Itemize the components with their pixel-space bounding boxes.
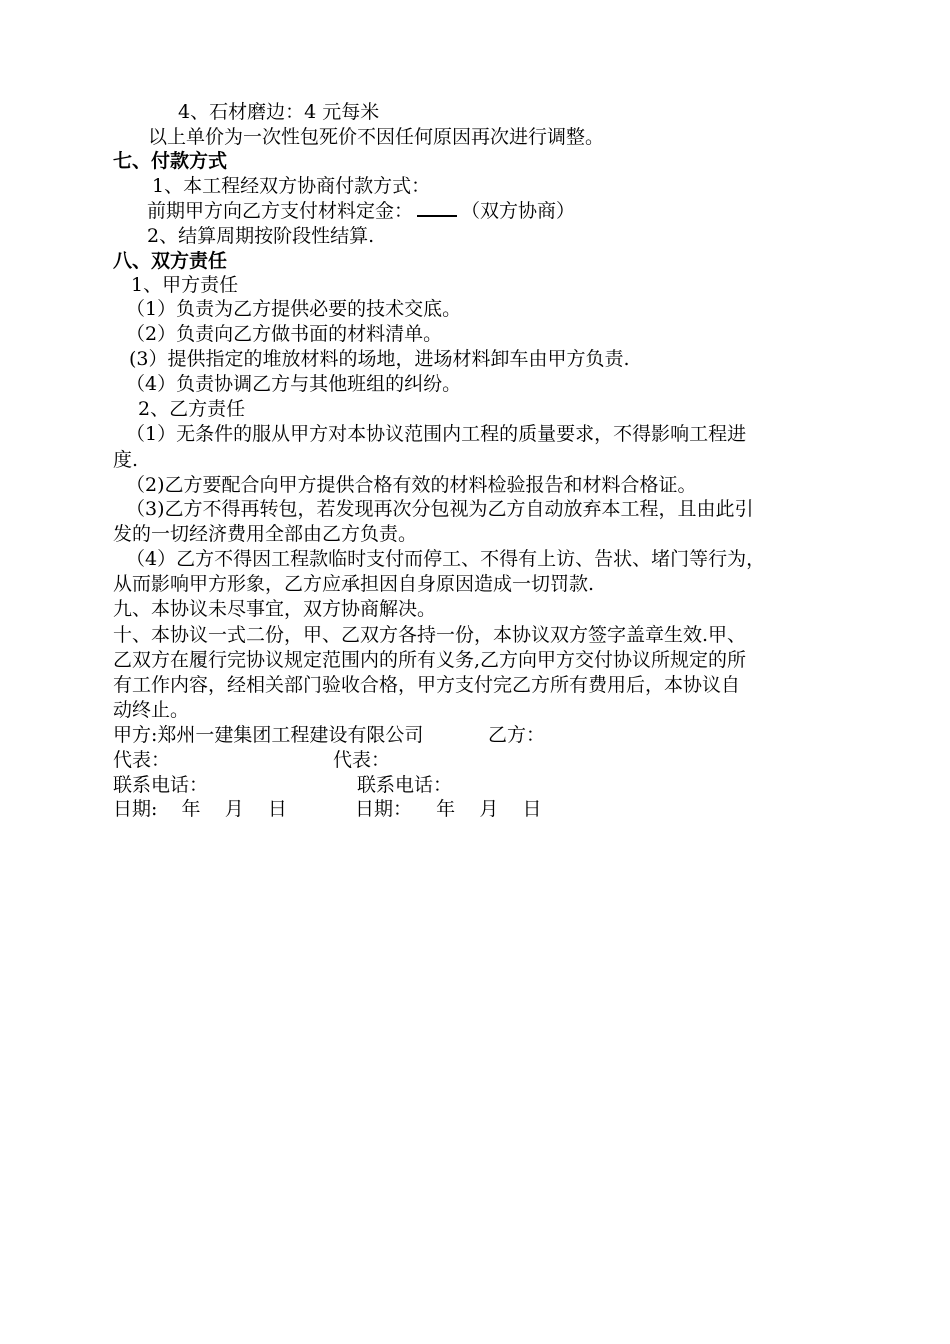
clause-payment-method: 1、本工程经双方协商付款方式： <box>152 175 431 197</box>
clause-ten-cont-3: 动终止。 <box>113 699 190 721</box>
clause-nine: 九、本协议未尽事宜，双方协商解决。 <box>113 598 437 620</box>
signature-phone-a: 联系电话： <box>113 774 209 796</box>
deposit-blank <box>417 199 457 217</box>
party-b-item-4-cont: 从而影响甲方形象，乙方应承担因自身原因造成一切罚款. <box>113 573 595 595</box>
section-heading-responsibilities: 八、双方责任 <box>113 250 228 272</box>
section-heading-payment: 七、付款方式 <box>113 150 228 172</box>
clause-deposit <box>147 199 575 223</box>
party-b-item-1: （1）无条件的服从甲方对本协议范围内工程的质量要求，不得影响工程进 <box>126 423 747 445</box>
party-a-item-2: （2）负责向乙方做书面的材料清单。 <box>126 323 443 345</box>
party-b-item-1-cont: 度. <box>113 449 139 471</box>
clause-ten-cont-2: 有工作内容，经相关部门验收合格，甲方支付完乙方所有费用后，本协议自 <box>113 674 741 696</box>
signature-date-b: 日期： 年 月 日 <box>355 798 542 820</box>
clause-fixed-price-note: 以上单价为一次性包死价不因任何原因再次进行调整。 <box>148 126 605 148</box>
deposit-note: （双方协商） <box>461 200 576 222</box>
signature-date-a: 日期: 年 月 日 <box>113 798 287 820</box>
signature-party-b: 乙方： <box>488 724 546 746</box>
party-a-item-4: （4）负责协调乙方与其他班组的纠纷。 <box>126 373 462 395</box>
party-b-item-3: （3)乙方不得再转包，若发现再次分包视为乙方自动放弃本工程，且由此引 <box>126 498 754 520</box>
subheading-party-a: 1、甲方责任 <box>131 274 239 296</box>
clause-ten: 十、本协议一式二份，甲、乙双方各持一份，本协议双方签字盖章生效.甲、 <box>113 624 747 646</box>
signature-rep-a: 代表： <box>113 749 171 771</box>
subheading-party-b: 2、乙方责任 <box>138 398 246 420</box>
deposit-label: 前期甲方向乙方支付材料定金： <box>147 200 414 222</box>
signature-phone-b: 联系电话： <box>357 774 453 796</box>
clause-settlement: 2、结算周期按阶段性结算. <box>147 225 375 247</box>
signature-party-a: 甲方:郑州一建集团工程建设有限公司 <box>113 724 424 746</box>
party-a-item-1: （1）负责为乙方提供必要的技术交底。 <box>126 298 462 320</box>
clause-stone-edging: 4、石材磨边：4 元每米 <box>178 101 380 123</box>
party-b-item-2: （2)乙方要配合向甲方提供合格有效的材料检验报告和材料合格证。 <box>126 474 697 496</box>
party-a-item-3: (3）提供指定的堆放材料的场地，进场材料卸车由甲方负责. <box>129 348 630 370</box>
clause-ten-cont-1: 乙双方在履行完协议规定范围内的所有义务,乙方向甲方交付协议所规定的所 <box>113 649 747 671</box>
party-b-item-3-cont: 发的一切经济费用全部由乙方负责。 <box>113 523 418 545</box>
party-b-item-4: （4）乙方不得因工程款临时支付而停工、不得有上访、告状、堵门等行为， <box>126 548 766 570</box>
signature-rep-b: 代表： <box>333 749 391 771</box>
